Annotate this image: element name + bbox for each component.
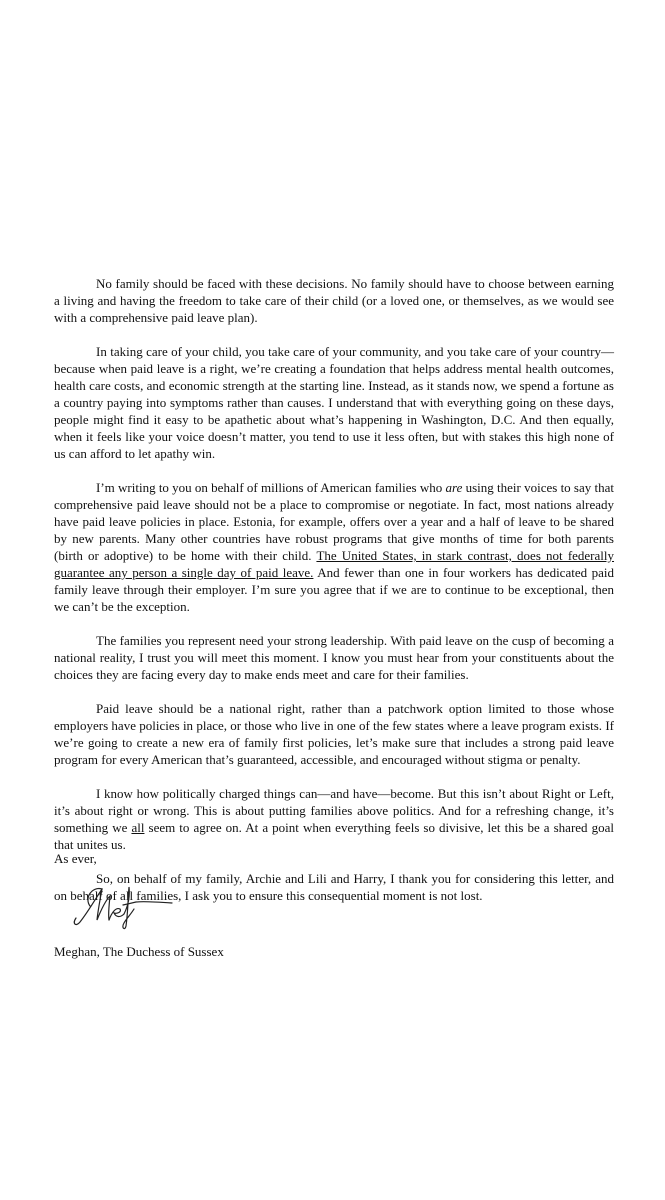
paragraph-4 bbox=[54, 632, 614, 683]
signature-image bbox=[68, 876, 178, 932]
paragraph-2 bbox=[54, 343, 614, 462]
text-segment: using their voices to say that comprehensive paid leave should not be a place to compromise or negotiate. In fact, most nations already have paid leave policies in place. Estonia, for example, offers over a year and a half of leave to be shared by new parents. Many other countries have robust programs that give months of time for both parents (birth or adoptive) to be home with their child. bbox=[54, 480, 614, 563]
paragraph-5 bbox=[54, 700, 614, 768]
text-segment: I know how politically charged things can—and have—become. But this isn’t about Right or Left, it’s about right or wrong. This is about putting families above politics. And for a refreshing change, it’s something we bbox=[54, 786, 614, 835]
paragraph-3 bbox=[54, 479, 614, 615]
text-segment: Paid leave should be a national right, rather than a patchwork option limited to those whose employers have policies in place, or those who live in one of the few states where a leave program exists. If we’re going to create a new era of family first policies, let’s make sure that includes a strong paid leave program for every American that’s guaranteed, accessible, and encouraged without stigma or penalty. bbox=[54, 701, 614, 767]
letter-body bbox=[54, 275, 614, 904]
paragraph-1 bbox=[54, 275, 614, 326]
text-segment: And fewer than one in four workers has dedicated paid family leave through their employer. I’m sure you agree that if we are to continue to be exceptional, then we can’t be the exception. bbox=[54, 565, 614, 614]
text-segment: So, on behalf of my family, Archie and Lili and Harry, I thank you for considering this letter, and on behalf of all families, I ask you to ensure this consequential moment is not lost. bbox=[54, 871, 614, 903]
underline-text: all bbox=[131, 820, 145, 835]
italic-text: are bbox=[445, 480, 463, 495]
signer-name: Meghan, The Duchess of Sussex bbox=[54, 944, 224, 959]
text-segment: I’m writing to you on behalf of millions of American families who bbox=[96, 480, 446, 495]
text-segment: seem to agree on. At a point when everything feels so divisive, let this be a shared goal that unites us. bbox=[54, 820, 614, 852]
text-segment: The families you represent need your strong leadership. With paid leave on the cusp of becoming a national reality, I trust you will meet this moment. I know you must hear from your constituents about the choices they are facing every day to make ends meet and care for their families. bbox=[54, 633, 614, 682]
underline-text: The United States, in stark contrast, does not federally guarantee any person a single day of paid leave. bbox=[54, 548, 615, 580]
text-segment: No family should be faced with these decisions. No family should have to choose between earning a living and having the freedom to take care of their child (or a loved one, or themselves, as we would see with a comprehensive paid leave plan). bbox=[54, 276, 614, 325]
paragraph-6 bbox=[54, 785, 614, 853]
text-segment: In taking care of your child, you take care of your community, and you take care of your country—because when paid leave is a right, we’re creating a foundation that helps address mental health outcomes, health care costs, and economic strength at the starting line. Instead, as it stands now, we spend a fortune as a country paying into symptoms rather than causes. I understand that with everything going on these days, people might find it easy to be apathetic about what’s happening in Washington, D.C. And then equally, when it feels like your voice doesn’t matter, you tend to use it less often, but with stakes this high none of us can afford to let apathy win. bbox=[54, 344, 614, 461]
closing-line: As ever, bbox=[54, 851, 97, 866]
